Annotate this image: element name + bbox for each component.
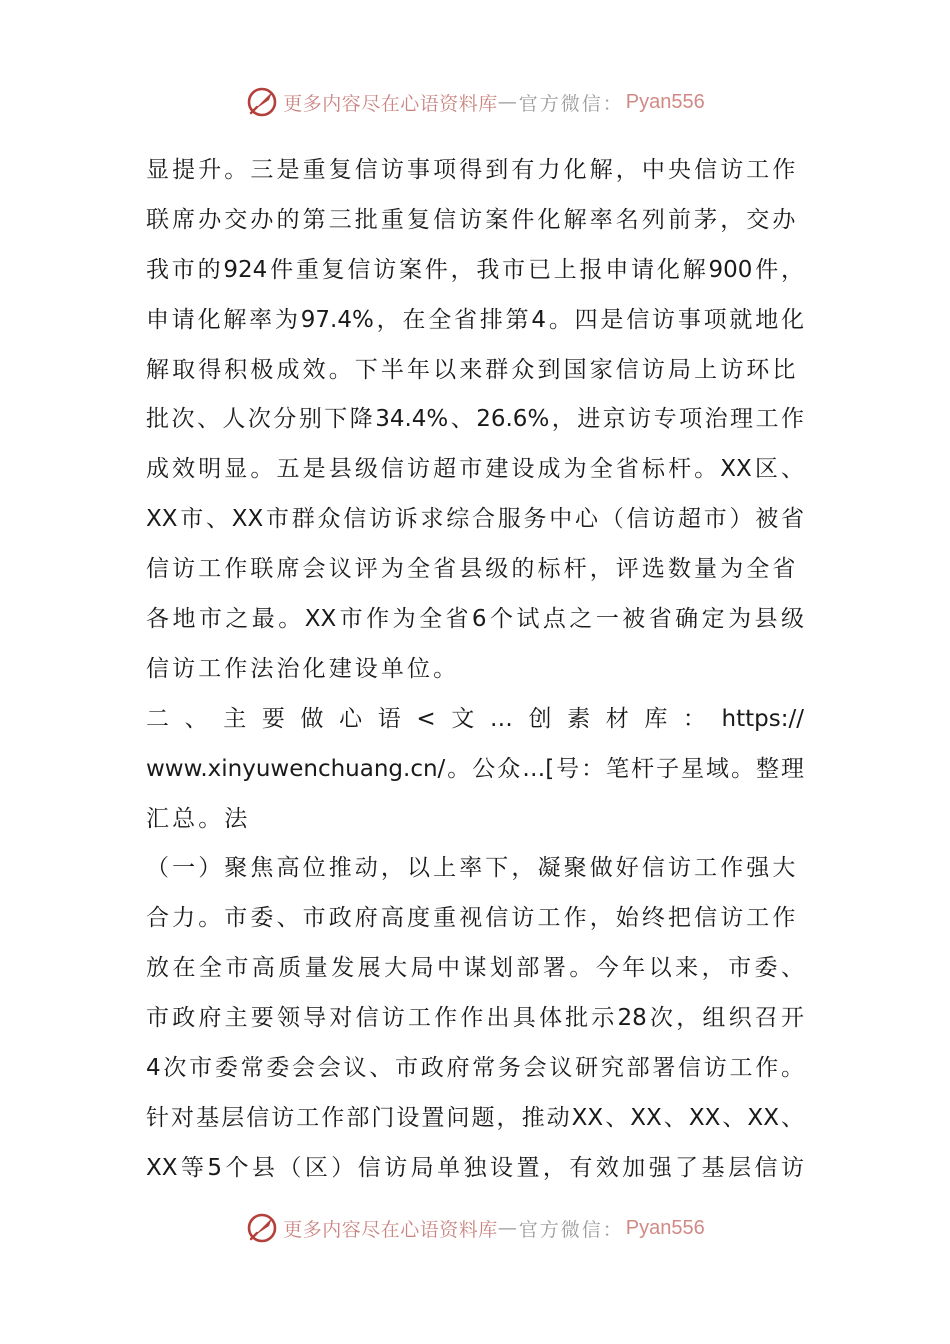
banner-text: 更多内容尽在心语资料库 [283,92,498,115]
body-line: （一）聚焦高位推动，以上率下，凝聚做好信访工作强大 [146,855,799,882]
header-banner [0,82,950,122]
document-body [146,146,804,1194]
body-line: 成效明显。五是县级信访超市建设成为全省标杆。XX区、 [146,456,804,483]
body-line: 我市的924件重复信访案件，我市已上报申请化解900件， [146,256,804,283]
body-line: 4次市委常委会会议、市政府常务会议研究部署信访工作。 [146,1055,804,1082]
footer-banner [0,1208,950,1248]
wechat-id: Pyan556 [625,90,705,113]
body-line: 联席办交办的第三批重复信访案件化解率名列前茅，交办 [146,206,799,233]
body-line: 合力。市委、市政府高度重视信访工作，始终把信访工作 [146,905,799,932]
quill-logo-icon [245,1211,279,1245]
body-line: 信访工作联席会议评为全省县级的标杆，评选数量为全省 [146,556,799,583]
quill-logo-icon [245,85,279,119]
body-line: 市政府主要领导对信访工作作出具体批示28次，组织召开 [146,1005,804,1032]
wechat-label: 官方微信： [518,1218,624,1241]
banner-dash: — [497,1217,519,1239]
wechat-label: 官方微信： [518,92,624,115]
body-line: 解取得积极成效。下半年以来群众到国家信访局上访环比 [146,356,799,383]
body-line: 显提升。三是重复信访事项得到有力化解，中央信访工作 [146,157,799,183]
body-line: 各地市之最。XX市作为全省6个试点之一被省确定为县级 [146,606,804,633]
body-line: www.xinyuwenchuang.cn/。公众…[号：笔杆子星域。整理 [146,755,804,782]
body-line: 信访工作法治化建设单位。 [146,655,460,682]
wechat-id: Pyan556 [625,1216,705,1239]
body-line: 批次、人次分别下降34.4%、26.6%，进京访专项治理工作 [146,406,804,433]
body-line: XX等5个县（区）信访局单独设置，有效加强了基层信访 [146,1154,804,1181]
banner-dash: — [497,91,519,113]
body-line: 针对基层信访工作部门设置问题，推动XX、XX、XX、XX、 [146,1104,804,1131]
body-line: 申请化解率为97.4%，在全省排第4。四是信访事项就地化 [146,306,804,333]
banner-text: 更多内容尽在心语资料库 [283,1218,498,1241]
body-line: XX市、XX市群众信访诉求综合服务中心（信访超市）被省 [146,506,804,533]
section-heading-line: 二、主要做心语<文…创素材库：https:// [146,705,804,732]
body-line: 放在全市高质量发展大局中谋划部署。今年以来，市委、 [146,955,804,982]
body-line: 汇总。法 [146,805,251,832]
